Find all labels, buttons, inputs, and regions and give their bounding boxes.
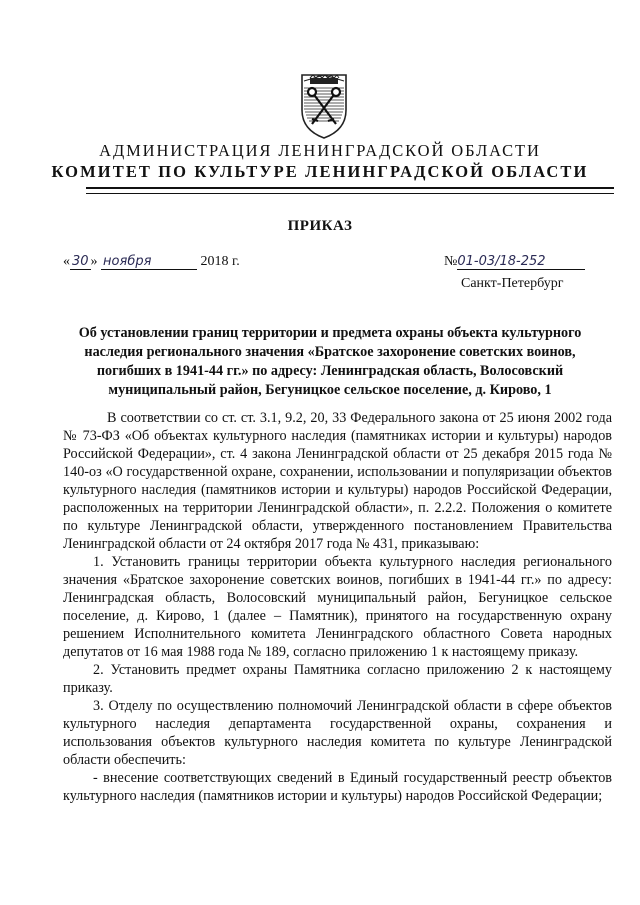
date-month: ноября	[101, 254, 197, 270]
number-prefix: №	[444, 254, 458, 269]
body-item-3-sub-1: - внесение соответствующих сведений в Единый государственный реестр объектов культурного наследия (памятников истории и культуры) народов Российской Федерации;	[63, 770, 612, 804]
body-item-3: 3. Отделу по осуществлению полномочий Ленинградской области в сфере объектов культурного наследия департамента государственной охраны, сохранения и использования объектов культурного наследия комитета по культуре Ленинградской области обеспечить:	[63, 698, 612, 768]
org-name-administration: АДМИНИСТРАЦИЯ ЛЕНИНГРАДСКОЙ ОБЛАСТИ	[99, 141, 541, 160]
coat-of-arms-icon	[298, 72, 350, 140]
header-divider-thick	[86, 187, 614, 189]
org-name-committee: КОМИТЕТ ПО КУЛЬТУРЕ ЛЕНИНГРАДСКОЙ ОБЛАСТИ	[51, 162, 589, 181]
body-item-1: 1. Установить границы территории объекта культурного наследия регионального значения «Братское захоронение советских воинов, погибших в 1941-44 гг.» по адресу: Ленинградская область, Волосовский муниципальный район, Бегуницкое сельское поселение, д. Кирово, 1 (далее – Памятник), принятого на государственную охрану решением Исполнительного комитета Ленинградского областного Совета народных депутатов от 16 мая 1988 года № 189, согласно приложению 1 к настоящему приказу.	[63, 554, 612, 660]
body-item-2: 2. Установить предмет охраны Памятника согласно приложению 2 к настоящему приказу.	[63, 662, 612, 696]
order-title: ПРИКАЗ	[287, 218, 353, 234]
order-number	[444, 254, 585, 270]
number-value: 01-03/18-252	[457, 254, 585, 270]
order-city: Санкт-Петербург	[461, 276, 564, 291]
date-close-quote: »	[90, 254, 98, 269]
order-subject: Об установлении границ территории и предмета охраны объекта культурного наследия регионального значения «Братское захоронение советских воинов, погибших в 1941-44 гг.» по адресу: Ленинградская область, Волосовский муниципальный район, Бегуницкое сельское поселение, д. Кирово, 1	[78, 325, 582, 398]
order-date	[63, 254, 240, 270]
date-day: 30	[72, 254, 89, 269]
body-intro-paragraph: В соответствии со ст. ст. 3.1, 9.2, 20, 33 Федерального закона от 25 июня 2002 года № 73-ФЗ «Об объектах культурного наследия (памятниках истории и культуры) народов Российской Федерации», ст. 4 закона Ленинградской области от 25 декабря 2015 года № 140-оз «О государственной охране, сохранении, использовании и популяризации объектов культурного наследия (памятников истории и культуры) народов Российской Федерации, расположенных на территории Ленинградской области», п. 2.2.2. Положения о комитете по культуре Ленинградской области, утвержденного постановлением Правительства Ленинградской области от 24 октября 2017 года № 431, приказываю:	[63, 410, 612, 552]
date-year: 2018 г.	[200, 254, 240, 269]
order-body	[63, 409, 612, 805]
date-open-quote: «	[63, 254, 70, 269]
header-divider-thin	[86, 193, 614, 194]
